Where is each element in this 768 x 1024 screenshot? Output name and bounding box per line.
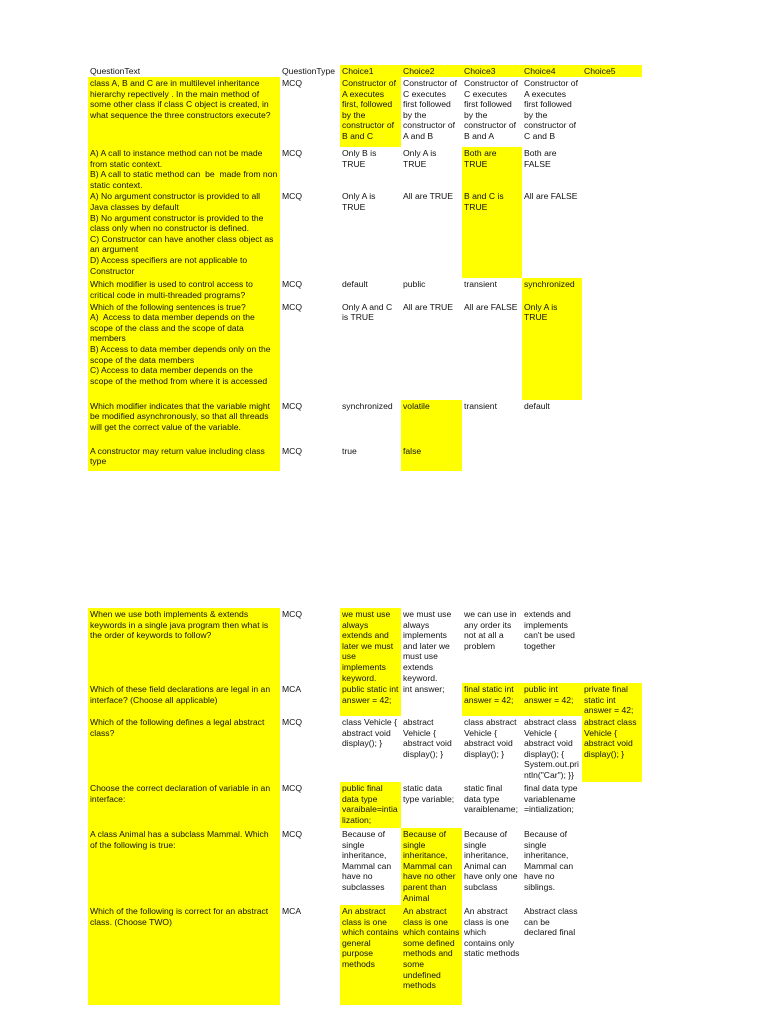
question-type-cell[interactable]: MCQ [282,191,303,202]
choice1-cell[interactable]: Because of single inheritance, Mammal can have no subclasses [342,828,394,892]
question-text-cell[interactable]: class A, B and C are in multilevel inheritance hierarchy repectively . In the main method of some other class if class C object is created, in what sequence the three constructors execute? [88,77,280,147]
choice4-cell[interactable]: synchronized [522,278,582,300]
question-type-cell[interactable]: QuestionType [282,66,336,76]
question-type-cell[interactable]: MCA [282,684,302,695]
choice1-cell[interactable]: An abstract class is one which contains general purpose methods [340,905,401,1005]
question-text-cell[interactable]: Which modifier indicates that the variable might be modified asynchronously, so that all threads will get the correct value of the variable. [88,400,280,445]
choice4-cell[interactable]: Abstract class can be declared final [524,905,580,938]
question-type-cell[interactable]: MCQ [282,400,303,411]
question-text-cell[interactable]: Which of the following is correct for an abstract class. (Choose TWO) [88,905,280,1005]
choice3-cell[interactable]: An abstract class is one which contains only static methods [464,905,520,959]
choice5-cell[interactable] [582,190,642,278]
choice5-cell[interactable] [582,77,642,147]
choice3-cell[interactable]: class abstract Vehicle { abstract void display(); } [464,716,519,759]
choice4-cell[interactable]: Both are FALSE [524,148,559,169]
header-row [88,65,642,77]
choice1-cell[interactable]: default [342,279,368,290]
choice4-cell[interactable] [522,445,582,471]
question-row [88,905,642,1005]
choice2-cell[interactable]: All are TRUE [403,301,453,312]
choice4-cell[interactable]: Only A is TRUE [522,301,582,400]
question-type-cell[interactable]: MCQ [282,716,303,727]
choice4-cell[interactable]: Because of single inheritance, Mammal can have no siblings. [524,828,576,892]
question-row [88,400,642,445]
choice5-cell[interactable] [582,608,642,683]
choice3-cell[interactable]: Constructor of C executes first followed by the constructor of B and A [464,78,521,141]
question-text-cell[interactable]: A constructor may return value including class type [88,445,280,471]
choice3-cell[interactable]: Both are TRUE [462,147,522,190]
choice2-cell[interactable]: All are TRUE [403,191,453,202]
choice3-cell[interactable]: we can use in any order its not at all a problem [464,609,519,651]
choice2-cell[interactable]: Because of single inheritance, Mammal can have no other parent than Animal [401,828,462,905]
choice5-cell[interactable] [582,445,642,471]
choice5-cell[interactable] [582,828,642,905]
question-row [88,190,642,278]
question-row [88,147,642,190]
question-type-cell[interactable]: MCA [282,905,302,916]
question-text-cell[interactable]: QuestionText [90,66,141,76]
choice3-cell[interactable]: transient [464,279,497,290]
question-text-cell[interactable]: Choose the correct declaration of variable in an interface: [88,782,280,828]
choice1-cell[interactable]: class Vehicle { abstract void display(); } [342,716,400,749]
choice5-cell[interactable] [582,782,642,828]
choice1-cell[interactable]: Constructor of A executes first, followed by the constructor of B and C [340,77,401,147]
sheet-block-2 [88,608,642,1005]
question-row [88,683,642,716]
choice5-cell[interactable] [582,301,642,400]
question-row [88,301,642,400]
choice4-cell[interactable]: Constructor of A executes first followed by the constructor of C and B [524,78,580,141]
choice2-cell[interactable]: false [401,445,462,471]
choice4-cell[interactable]: abstract class Vehicle { abstract void display(); { System.out.println("Car"); }} [524,716,579,780]
choice1-cell[interactable]: Only A and C is TRUE [342,301,395,323]
choice5-cell[interactable] [582,147,642,190]
choice2-cell[interactable]: Only A is TRUE [403,148,439,169]
question-type-cell[interactable]: MCQ [282,782,303,793]
choice3-cell[interactable]: All are FALSE [464,301,518,312]
choice3-cell[interactable]: B and C is TRUE [462,190,522,278]
choice2-cell[interactable]: int answer; [403,684,445,695]
question-text-cell[interactable]: Which modifier is used to control access to critical code in multi-threaded programs? [88,278,280,300]
choice1-cell[interactable]: Only B is TRUE [342,148,379,169]
choice4-cell[interactable]: Choice4 [522,65,582,77]
question-row [88,782,642,828]
question-text-cell[interactable]: A class Animal has a subclass Mammal. Which of the following is true: [88,828,280,905]
choice2-cell[interactable]: Constructor of C executes first followed by the constructor of A and B [403,78,460,141]
question-table-top [88,65,642,471]
choice3-cell[interactable]: Choice3 [462,65,522,77]
choice3-cell[interactable]: Because of single inheritance, Animal can have only one subclass [464,828,520,892]
choice3-cell[interactable] [462,445,522,471]
question-row [88,828,642,905]
sheet-block-1 [88,65,642,471]
question-text-cell[interactable]: A) No argument constructor is provided to all Java classes by default B) No argument constructor is provided to the class only when no constructor is defined. C) Constructor can have another class object as an argument D) Access specifiers are not applicable to Constructor [88,190,280,278]
choice2-cell[interactable]: volatile [401,400,462,445]
choice4-cell[interactable]: final data type variablename =intialization; [524,782,580,815]
choice5-cell[interactable] [582,905,642,1005]
choice2-cell[interactable]: abstract Vehicle { abstract void display(); } [403,716,455,759]
choice1-cell[interactable]: we must use always extends and later we must use implements keyword. [340,608,401,683]
choice2-cell[interactable]: we must use always implements and later we must use extends keyword. [403,609,454,683]
choice1-cell[interactable]: true [342,445,357,456]
choice4-cell[interactable]: All are FALSE [524,191,578,202]
question-type-cell[interactable]: MCQ [282,279,303,290]
question-text-cell[interactable]: Which of these field declarations are legal in an interface? (Choose all applicable) [88,683,280,716]
choice1-cell[interactable]: public static int answer = 42; [340,683,401,716]
choice5-cell[interactable]: private final static int answer = 42; [582,683,642,716]
question-table-bottom [88,608,642,1005]
choice2-cell[interactable]: An abstract class is one which contains some defined methods and some undefined methods [401,905,462,1005]
choice4-cell[interactable]: extends and implements can't be used together [524,609,578,651]
choice5-cell[interactable] [582,278,642,300]
choice2-cell[interactable]: Choice2 [401,65,462,77]
question-text-cell[interactable]: When we use both implements & extends keywords in a single java program then what is the order of keywords to follow? [88,608,280,683]
choice4-cell[interactable]: public int answer = 42; [522,683,582,716]
choice1-cell[interactable]: Only A is TRUE [342,191,378,212]
question-type-cell[interactable]: MCQ [282,828,303,839]
choice1-cell[interactable]: public final data type varaibale=intialization; [340,782,401,828]
question-type-cell[interactable]: MCQ [282,301,303,312]
question-row [88,445,642,471]
question-row [88,278,642,300]
choice5-cell[interactable]: abstract class Vehicle { abstract void display(); } [582,716,642,782]
choice3-cell[interactable]: static final data type varaiblename; [464,782,518,815]
choice4-cell[interactable]: default [524,400,550,411]
question-type-cell[interactable]: MCQ [282,445,303,456]
choice2-cell[interactable]: static data type variable; [403,782,455,804]
choice5-cell[interactable] [582,400,642,445]
question-text-cell[interactable]: A) A call to instance method can not be made from static context. B) A call to static method can be made from non static context. [88,147,280,190]
question-text-cell[interactable]: Which of the following sentences is true? A) Access to data member depends on the scope of the class and the scope of data members B) Access to data member depends only on the scope of the data members C) Access to data member depends on the scope of the method from where it is accessed [88,301,280,400]
choice3-cell[interactable]: final static int answer = 42; [462,683,522,716]
choice3-cell[interactable]: transient [464,400,497,411]
choice5-cell[interactable]: Choice5 [582,65,642,77]
question-row [88,716,642,782]
question-row [88,77,642,147]
question-type-cell[interactable]: MCQ [282,148,303,158]
question-type-cell[interactable]: MCQ [282,609,303,619]
question-type-cell[interactable]: MCQ [282,78,303,88]
question-text-cell[interactable]: Which of the following defines a legal abstract class? [88,716,280,782]
choice2-cell[interactable]: public [403,279,426,290]
choice1-cell[interactable]: synchronized [342,400,393,411]
choice1-cell[interactable]: Choice1 [340,65,401,77]
question-row [88,608,642,683]
